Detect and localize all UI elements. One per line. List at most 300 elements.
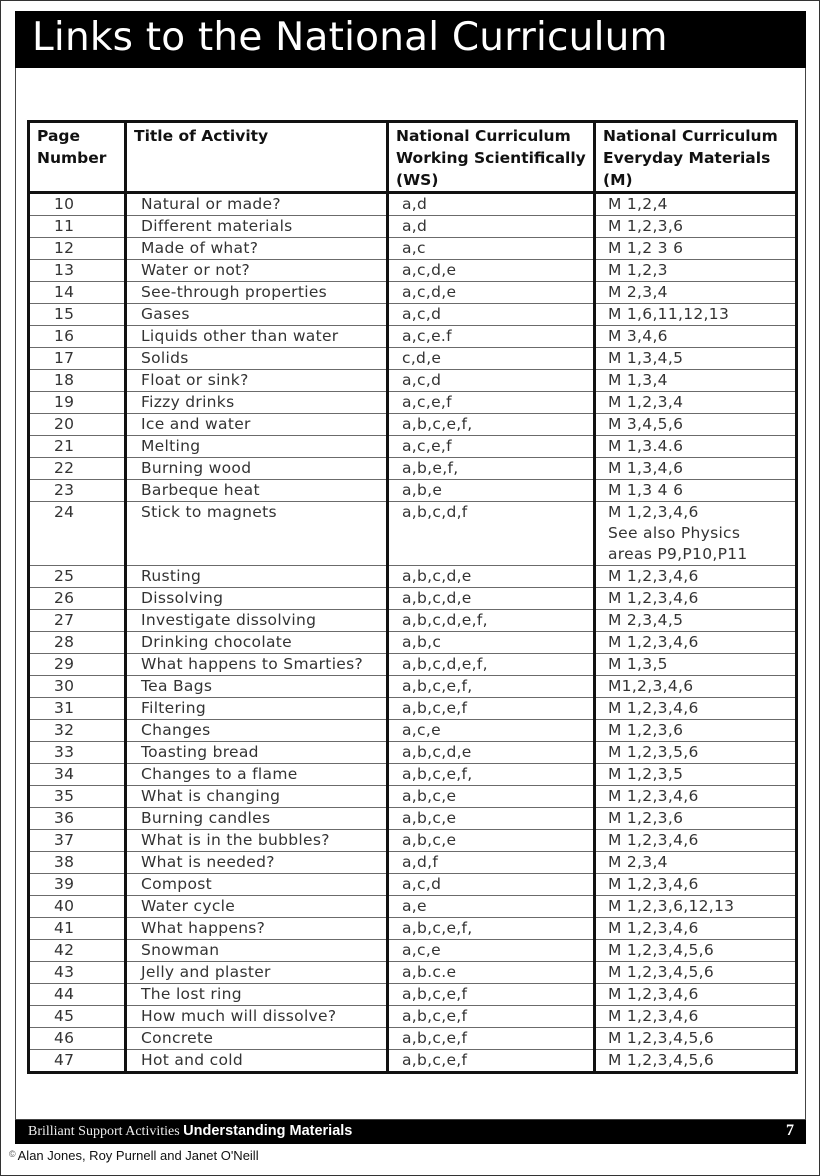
- page-number-cell-text: 37: [54, 831, 75, 849]
- working-scientifically-cell: [388, 238, 595, 260]
- working-scientifically-cell: [388, 436, 595, 458]
- activity-title-cell: [126, 304, 388, 326]
- table-row: [29, 676, 797, 698]
- working-scientifically-cell: [388, 808, 595, 830]
- table-row: [29, 1028, 797, 1050]
- everyday-materials-cell-text: M 2,3,4,5: [608, 611, 684, 629]
- page-number-cell-text: 21: [54, 437, 75, 455]
- working-scientifically-cell: [388, 414, 595, 436]
- activity-title-cell-text: Burning candles: [141, 809, 271, 827]
- activity-title-cell: [126, 786, 388, 808]
- everyday-materials-cell-text: M 1,2 3 6: [608, 239, 684, 257]
- working-scientifically-cell: [388, 304, 595, 326]
- activity-title-cell: [126, 216, 388, 238]
- everyday-materials-cell-text: M 2,3,4: [608, 853, 668, 871]
- table-row: [29, 414, 797, 436]
- page-number-cell: [29, 436, 126, 458]
- everyday-materials-cell: [595, 1050, 797, 1073]
- everyday-materials-cell-text: M 2,3,4: [608, 283, 668, 301]
- everyday-materials-cell-text: M 1,2,3,4: [608, 393, 684, 411]
- table-row: [29, 632, 797, 654]
- page-number-cell: [29, 654, 126, 676]
- page-number-cell-text: 24: [54, 503, 75, 521]
- working-scientifically-cell-text: a,b.c.e: [402, 963, 457, 981]
- activity-title-cell: [126, 502, 388, 566]
- everyday-materials-cell-text: M 1,2,3,4,5,6: [608, 963, 715, 981]
- working-scientifically-cell: [388, 852, 595, 874]
- header-line: Working Scientifically: [396, 149, 586, 167]
- everyday-materials-cell-text: M 1,2,3,4,6: [608, 787, 699, 805]
- working-scientifically-cell-text: a,d: [402, 195, 428, 213]
- activity-title-cell: [126, 918, 388, 940]
- working-scientifically-cell: [388, 698, 595, 720]
- page-number-cell-text: 42: [54, 941, 75, 959]
- activity-title-cell: [126, 962, 388, 984]
- page-number-cell-text: 14: [54, 283, 75, 301]
- everyday-materials-cell: [595, 348, 797, 370]
- table-row: [29, 392, 797, 414]
- working-scientifically-cell: [388, 348, 595, 370]
- page-number-cell: [29, 984, 126, 1006]
- working-scientifically-cell-text: a,c,e.f: [402, 327, 452, 345]
- activity-title-cell-text: Tea Bags: [141, 677, 213, 695]
- activity-title-cell: [126, 282, 388, 304]
- page-number-cell: [29, 830, 126, 852]
- page-number-cell-text: 39: [54, 875, 75, 893]
- activity-title-cell-text: Melting: [141, 437, 201, 455]
- everyday-materials-cell-text: M 1,2,3,4,6: [608, 589, 699, 607]
- table-row: [29, 502, 797, 566]
- page-number-cell: [29, 282, 126, 304]
- everyday-materials-cell-text: M 1,3,5: [608, 655, 668, 673]
- table-row: [29, 326, 797, 348]
- table-row: [29, 874, 797, 896]
- footer-series-label: [28, 1123, 352, 1140]
- everyday-materials-cell-text: M 1,2,3,4,5,6: [608, 941, 715, 959]
- table-row: [29, 610, 797, 632]
- page-number-cell: [29, 326, 126, 348]
- everyday-materials-cell: [595, 216, 797, 238]
- page-number-cell: [29, 588, 126, 610]
- everyday-materials-cell-text: M 1,2,3,4,6: [608, 503, 699, 521]
- working-scientifically-cell: [388, 1006, 595, 1028]
- activity-title-cell-text: Investigate dissolving: [141, 611, 317, 629]
- working-scientifically-cell: [388, 282, 595, 304]
- activity-title-cell: [126, 392, 388, 414]
- everyday-materials-cell: [595, 436, 797, 458]
- working-scientifically-cell-text: a,b,c,d,e,f,: [402, 655, 488, 673]
- table-row: [29, 720, 797, 742]
- header-page-number: [29, 122, 126, 193]
- working-scientifically-cell-text: a,c,e,f: [402, 393, 452, 411]
- working-scientifically-cell-text: a,e: [402, 897, 427, 915]
- everyday-materials-cell: [595, 480, 797, 502]
- everyday-materials-cell: [595, 742, 797, 764]
- everyday-materials-cell-text: M 1,2,3,4,6: [608, 567, 699, 585]
- page-number-cell-text: 11: [54, 217, 75, 235]
- table-row: [29, 786, 797, 808]
- everyday-materials-cell: [595, 566, 797, 588]
- working-scientifically-cell: [388, 632, 595, 654]
- everyday-materials-cell: [595, 984, 797, 1006]
- activity-title-cell-text: Concrete: [141, 1029, 214, 1047]
- working-scientifically-cell-text: a,b,c,e: [402, 787, 457, 805]
- everyday-materials-cell: [595, 282, 797, 304]
- working-scientifically-cell-text: a,c,d,e: [402, 283, 457, 301]
- working-scientifically-cell-text: a,b,c,e,f: [402, 699, 468, 717]
- table-row: [29, 808, 797, 830]
- activity-title-cell: [126, 830, 388, 852]
- everyday-materials-cell: [595, 238, 797, 260]
- table-row: [29, 348, 797, 370]
- activity-title-cell-text: Float or sink?: [141, 371, 249, 389]
- working-scientifically-cell-text: a,c,d,e: [402, 261, 457, 279]
- everyday-materials-cell-text: M 1,2,3,4,5,6: [608, 1051, 715, 1069]
- everyday-materials-cell: [595, 414, 797, 436]
- table-row: [29, 566, 797, 588]
- working-scientifically-cell: [388, 676, 595, 698]
- table-row: [29, 852, 797, 874]
- activity-title-cell-text: Toasting bread: [141, 743, 259, 761]
- working-scientifically-cell: [388, 1050, 595, 1073]
- activity-title-cell-text: The lost ring: [141, 985, 242, 1003]
- working-scientifically-cell: [388, 786, 595, 808]
- activity-title-cell: [126, 414, 388, 436]
- working-scientifically-cell-text: a,c,e: [402, 941, 441, 959]
- activity-title-cell: [126, 238, 388, 260]
- activity-title-cell-text: How much will dissolve?: [141, 1007, 337, 1025]
- header-working-scientifically: [388, 122, 595, 193]
- activity-title-cell-text: Solids: [141, 349, 189, 367]
- activity-title-cell: [126, 260, 388, 282]
- activity-title-cell-text: Natural or made?: [141, 195, 281, 213]
- page-number-cell-text: 19: [54, 393, 75, 411]
- table-row: [29, 458, 797, 480]
- copyright-icon: ©: [9, 1149, 16, 1159]
- page-number-cell-text: 45: [54, 1007, 75, 1025]
- working-scientifically-cell: [388, 480, 595, 502]
- activity-title-cell-text: Liquids other than water: [141, 327, 339, 345]
- working-scientifically-cell-text: a,b,c,d,e,f,: [402, 611, 488, 629]
- everyday-materials-cell-text: M 1,2,3,4,6: [608, 633, 699, 651]
- everyday-materials-cell-text: M 1,6,11,12,13: [608, 305, 730, 323]
- page-number-cell: [29, 216, 126, 238]
- everyday-materials-cell-text: M 1,2,3: [608, 261, 668, 279]
- activity-title-cell: [126, 852, 388, 874]
- table-row: [29, 370, 797, 392]
- activity-title-cell: [126, 1050, 388, 1073]
- page-number-cell-text: 29: [54, 655, 75, 673]
- page-number-cell-text: 34: [54, 765, 75, 783]
- working-scientifically-cell: [388, 193, 595, 216]
- activity-title-cell: [126, 984, 388, 1006]
- table-body: [29, 193, 797, 1073]
- page-number-cell-text: 25: [54, 567, 75, 585]
- page-number-cell: [29, 304, 126, 326]
- page-number: 7: [786, 1122, 794, 1139]
- page-number-cell: [29, 238, 126, 260]
- page-number-cell: [29, 566, 126, 588]
- working-scientifically-cell: [388, 896, 595, 918]
- activity-title-cell-text: Stick to magnets: [141, 503, 277, 521]
- everyday-materials-cell-text: M 1,2,3,4,6: [608, 919, 699, 937]
- page-number-cell-text: 12: [54, 239, 75, 257]
- page-number-cell-text: 27: [54, 611, 75, 629]
- working-scientifically-cell-text: a,b,c,e: [402, 831, 457, 849]
- header-line: Number: [37, 149, 107, 167]
- curriculum-table: [27, 120, 798, 1074]
- page-number-cell: [29, 414, 126, 436]
- everyday-materials-cell: [595, 764, 797, 786]
- everyday-materials-cell-text: M 1,2,3,4,6: [608, 875, 699, 893]
- everyday-materials-cell-text: M 1,2,3,6,12,13: [608, 897, 735, 915]
- title-banner: [15, 11, 806, 68]
- header-line: National Curriculum: [603, 127, 778, 145]
- page-number-cell: [29, 786, 126, 808]
- page-number-cell-text: 35: [54, 787, 75, 805]
- activity-title-cell: [126, 1006, 388, 1028]
- everyday-materials-cell: [595, 654, 797, 676]
- working-scientifically-cell-text: a,b,e,f,: [402, 459, 459, 477]
- working-scientifically-cell-text: a,c,d: [402, 371, 442, 389]
- working-scientifically-cell-text: a,b,c,e,f,: [402, 765, 473, 783]
- activity-title-cell-text: Made of what?: [141, 239, 259, 257]
- activity-title-cell: [126, 632, 388, 654]
- book-title: Understanding Materials: [183, 1123, 353, 1139]
- everyday-materials-cell-text: M 1,2,3,4,6: [608, 699, 699, 717]
- page-number-cell: [29, 742, 126, 764]
- working-scientifically-cell: [388, 742, 595, 764]
- activity-title-cell-text: What happens to Smarties?: [141, 655, 364, 673]
- everyday-materials-cell-text: M1,2,3,4,6: [608, 677, 694, 695]
- activity-title-cell: [126, 896, 388, 918]
- everyday-materials-cell: [595, 874, 797, 896]
- table-row: [29, 436, 797, 458]
- header-line: (WS): [396, 171, 439, 189]
- activity-title-cell-text: Water cycle: [141, 897, 236, 915]
- everyday-materials-cell-text: M 1,3.4.6: [608, 437, 684, 455]
- working-scientifically-cell-text: a,b,c,e,f: [402, 1007, 468, 1025]
- activity-title-cell: [126, 940, 388, 962]
- activity-title-cell-text: Gases: [141, 305, 190, 323]
- page-number-cell-text: 28: [54, 633, 75, 651]
- activity-title-cell-text: Dissolving: [141, 589, 224, 607]
- working-scientifically-cell: [388, 918, 595, 940]
- table-row: [29, 940, 797, 962]
- everyday-materials-cell: [595, 458, 797, 480]
- header-line: (M): [603, 171, 633, 189]
- everyday-materials-cell: [595, 588, 797, 610]
- everyday-materials-cell-text: M 1,2,3,5: [608, 765, 684, 783]
- page-number-cell: [29, 370, 126, 392]
- page-number-cell-text: 36: [54, 809, 75, 827]
- table-row: [29, 1050, 797, 1073]
- activity-title-cell-text: What is needed?: [141, 853, 275, 871]
- everyday-materials-cell: [595, 370, 797, 392]
- table-row: [29, 698, 797, 720]
- copyright-authors: Alan Jones, Roy Purnell and Janet O'Neill: [17, 1148, 259, 1163]
- activity-title-cell: [126, 654, 388, 676]
- working-scientifically-cell: [388, 940, 595, 962]
- everyday-materials-cell-text: M 1,2,3,6: [608, 217, 684, 235]
- page-number-cell: [29, 480, 126, 502]
- working-scientifically-cell: [388, 984, 595, 1006]
- working-scientifically-cell-text: a,b,c,d,e: [402, 567, 472, 585]
- page-number-cell-text: 32: [54, 721, 75, 739]
- working-scientifically-cell: [388, 502, 595, 566]
- everyday-materials-cell: [595, 610, 797, 632]
- everyday-materials-cell: [595, 392, 797, 414]
- activity-title-cell: [126, 610, 388, 632]
- working-scientifically-cell-text: a,b,c,e,f: [402, 1051, 468, 1069]
- working-scientifically-cell-text: a,d,f: [402, 853, 439, 871]
- everyday-materials-cell: [595, 786, 797, 808]
- activity-title-cell-text: Jelly and plaster: [141, 963, 271, 981]
- activity-title-cell-text: Ice and water: [141, 415, 251, 433]
- working-scientifically-cell-text: a,c,d: [402, 305, 442, 323]
- activity-title-cell: [126, 326, 388, 348]
- page-number-cell-text: 38: [54, 853, 75, 871]
- working-scientifically-cell: [388, 962, 595, 984]
- working-scientifically-cell: [388, 566, 595, 588]
- everyday-materials-cell-text: M 1,2,4: [608, 195, 668, 213]
- everyday-materials-cell-text: M 3,4,6: [608, 327, 668, 345]
- everyday-materials-cell: [595, 962, 797, 984]
- page-number-cell: [29, 392, 126, 414]
- activity-title-cell-text: Filtering: [141, 699, 207, 717]
- activity-title-cell-text: Changes to a flame: [141, 765, 298, 783]
- page-number-cell: [29, 458, 126, 480]
- activity-title-cell-text: Hot and cold: [141, 1051, 243, 1069]
- table-row: [29, 260, 797, 282]
- page-number-cell: [29, 918, 126, 940]
- everyday-materials-cell: [595, 326, 797, 348]
- page-number-cell: [29, 962, 126, 984]
- everyday-materials-cell: [595, 852, 797, 874]
- activity-title-cell: [126, 370, 388, 392]
- table-row: [29, 654, 797, 676]
- working-scientifically-cell-text: c,d,e: [402, 349, 442, 367]
- everyday-materials-cell-text: M 1,2,3,6: [608, 809, 684, 827]
- table-row: [29, 1006, 797, 1028]
- working-scientifically-cell: [388, 874, 595, 896]
- header-title-of-activity: [126, 122, 388, 193]
- activity-title-cell: [126, 808, 388, 830]
- everyday-materials-cell: [595, 632, 797, 654]
- activity-title-cell: [126, 742, 388, 764]
- everyday-materials-cell: [595, 676, 797, 698]
- activity-title-cell: [126, 566, 388, 588]
- page-number-cell: [29, 610, 126, 632]
- header-everyday-materials: [595, 122, 797, 193]
- everyday-materials-cell-text: M 1,3,4,6: [608, 459, 684, 477]
- activity-title-cell-text: Fizzy drinks: [141, 393, 235, 411]
- everyday-materials-cell: [595, 260, 797, 282]
- working-scientifically-cell: [388, 260, 595, 282]
- everyday-materials-cell: [595, 940, 797, 962]
- table-row: [29, 304, 797, 326]
- page-number-cell: [29, 348, 126, 370]
- activity-title-cell-text: Water or not?: [141, 261, 251, 279]
- footer-banner: [15, 1120, 806, 1144]
- everyday-materials-cell: [595, 1006, 797, 1028]
- header-line: Everyday Materials: [603, 149, 771, 167]
- working-scientifically-cell-text: a,b,e: [402, 481, 443, 499]
- activity-title-cell-text: Changes: [141, 721, 211, 739]
- activity-title-cell-text: What is changing: [141, 787, 281, 805]
- table-row: [29, 984, 797, 1006]
- working-scientifically-cell: [388, 720, 595, 742]
- page-number-cell-text: 43: [54, 963, 75, 981]
- everyday-materials-cell-text: M 1,3 4 6: [608, 481, 684, 499]
- activity-title-cell-text: Drinking chocolate: [141, 633, 292, 651]
- working-scientifically-cell-text: a,b,c,e,f,: [402, 919, 473, 937]
- working-scientifically-cell: [388, 216, 595, 238]
- working-scientifically-cell-text: a,c,e,f: [402, 437, 452, 455]
- everyday-materials-cell: [595, 808, 797, 830]
- working-scientifically-cell-text: a,b,c,e,f,: [402, 677, 473, 695]
- page-number-cell: [29, 1006, 126, 1028]
- activity-title-cell: [126, 480, 388, 502]
- activity-title-cell-text: Rusting: [141, 567, 202, 585]
- working-scientifically-cell-text: a,b,c,d,e: [402, 743, 472, 761]
- everyday-materials-cell-text: M 1,2,3,4,6: [608, 831, 699, 849]
- page-title: Links to the National Curriculum: [32, 15, 668, 60]
- table-row: [29, 962, 797, 984]
- activity-title-cell: [126, 193, 388, 216]
- activity-title-cell-text: Burning wood: [141, 459, 252, 477]
- page-number-cell-text: 46: [54, 1029, 75, 1047]
- activity-title-cell-text: What is in the bubbles?: [141, 831, 330, 849]
- page-number-cell-text: 10: [54, 195, 75, 213]
- page-number-cell-text: 26: [54, 589, 75, 607]
- working-scientifically-cell: [388, 458, 595, 480]
- working-scientifically-cell-text: a,b,c: [402, 633, 442, 651]
- everyday-materials-cell-text: M 1,2,3,5,6: [608, 743, 699, 761]
- everyday-materials-cell-text: M 1,2,3,4,6: [608, 985, 699, 1003]
- activity-title-cell: [126, 698, 388, 720]
- everyday-materials-cell: [595, 1028, 797, 1050]
- page-number-cell-text: 16: [54, 327, 75, 345]
- working-scientifically-cell-text: a,c: [402, 239, 426, 257]
- table-row: [29, 216, 797, 238]
- working-scientifically-cell: [388, 370, 595, 392]
- everyday-materials-cell-text: M 1,2,3,4,5,6: [608, 1029, 715, 1047]
- everyday-materials-cell-text: M 1,3,4,5: [608, 349, 684, 367]
- working-scientifically-cell-text: a,b,c,e: [402, 809, 457, 827]
- everyday-materials-cell: [595, 830, 797, 852]
- everyday-materials-cell: [595, 720, 797, 742]
- activity-title-cell-text: Different materials: [141, 217, 293, 235]
- page-number-cell: [29, 764, 126, 786]
- page-number-cell: [29, 260, 126, 282]
- page-number-cell-text: 30: [54, 677, 75, 695]
- page-number-cell-text: 23: [54, 481, 75, 499]
- header-line: Title of Activity: [134, 127, 269, 145]
- working-scientifically-cell: [388, 654, 595, 676]
- page-number-cell-text: 41: [54, 919, 75, 937]
- working-scientifically-cell-text: a,c,e: [402, 721, 441, 739]
- table-row: [29, 588, 797, 610]
- page-number-cell: [29, 940, 126, 962]
- page-number-cell-text: 17: [54, 349, 75, 367]
- activity-title-cell-text: Barbeque heat: [141, 481, 260, 499]
- table-header-row: [29, 122, 797, 193]
- table-row: [29, 282, 797, 304]
- working-scientifically-cell-text: a,b,c,d,f: [402, 503, 468, 521]
- working-scientifically-cell-text: a,b,c,d,e: [402, 589, 472, 607]
- everyday-materials-cell: [595, 193, 797, 216]
